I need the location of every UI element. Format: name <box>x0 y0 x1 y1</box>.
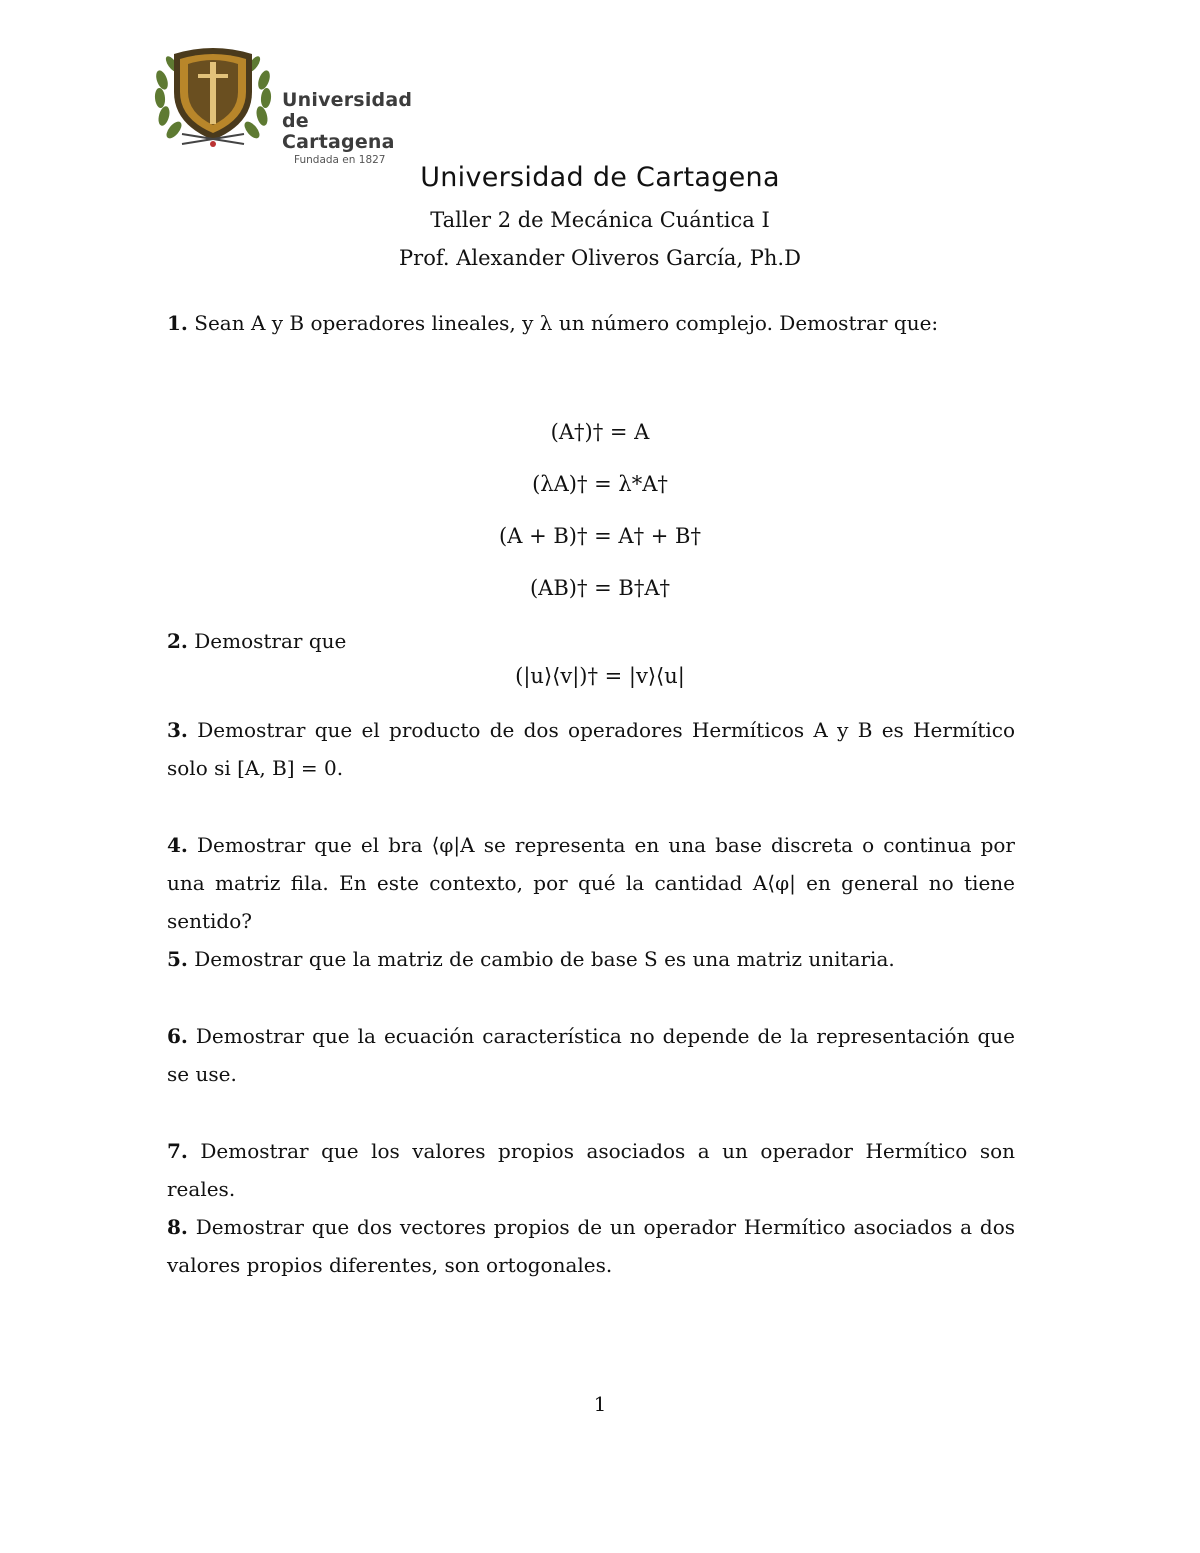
problem-number: 1. <box>167 311 188 335</box>
problem-number: 7. <box>167 1139 188 1163</box>
problem-4 <box>167 826 1015 940</box>
problem-number: 5. <box>167 947 188 971</box>
equation-1: (A†)† = A <box>550 420 650 444</box>
problem-5 <box>167 940 1015 978</box>
logo-line-2: de Cartagena <box>282 110 395 153</box>
problem-text: Demostrar que la matriz de cambio de base S es una matriz unitaria. <box>194 947 895 971</box>
problem-text: Demostrar que dos vectores propios de un operador Hermítico asociados a dos valores propios diferentes, son ortogonales. <box>167 1215 1015 1277</box>
problem-2 <box>167 622 1015 660</box>
problem-number: 6. <box>167 1024 188 1048</box>
equation-5: (|u⟩⟨v|)† = |v⟩⟨u| <box>515 664 685 688</box>
problem-7 <box>167 1132 1015 1208</box>
problem-number: 8. <box>167 1215 188 1239</box>
logo-line-3: Fundada en 1827 <box>294 154 386 166</box>
problem-text: Demostrar que los valores propios asociados a un operador Hermítico son reales. <box>167 1139 1016 1201</box>
equation-2: (λA)† = λ*A† <box>532 472 668 496</box>
problem-text: Demostrar que el bra ⟨φ|A se representa en una base discreta o continua por una matriz fila. En este contexto, por qué la cantidad A⟨φ| en general no tiene sentido? <box>167 833 1015 933</box>
page-number: 1 <box>593 1392 607 1416</box>
university-logo <box>152 40 422 166</box>
crest-icon <box>152 40 277 152</box>
problem-6 <box>167 1017 1015 1093</box>
problem-text: Demostrar que la ecuación característica no depende de la representación que se use. <box>167 1024 1015 1086</box>
equation-4: (AB)† = B†A† <box>529 576 671 600</box>
document-subtitle: Taller 2 de Mecánica Cuántica I <box>430 208 770 232</box>
problem-number: 2. <box>167 629 188 653</box>
problem-8 <box>167 1208 1015 1284</box>
problem-1 <box>167 304 1015 342</box>
document-title: Universidad de Cartagena <box>420 162 780 193</box>
problem-number: 4. <box>167 833 188 857</box>
problem-3 <box>167 711 1015 787</box>
professor-name: Prof. Alexander Oliveros García, Ph.D <box>399 246 801 270</box>
equation-3: (A + B)† = A† + B† <box>499 524 701 548</box>
problem-text: Sean A y B operadores lineales, y λ un número complejo. Demostrar que: <box>194 311 939 335</box>
problem-text: Demostrar que <box>194 629 347 653</box>
problem-text: Demostrar que el producto de dos operadores Hermíticos A y B es Hermítico solo si [A, B] = 0. <box>167 718 1015 780</box>
logo-line-1: Universidad <box>282 89 413 111</box>
problem-number: 3. <box>167 718 188 742</box>
